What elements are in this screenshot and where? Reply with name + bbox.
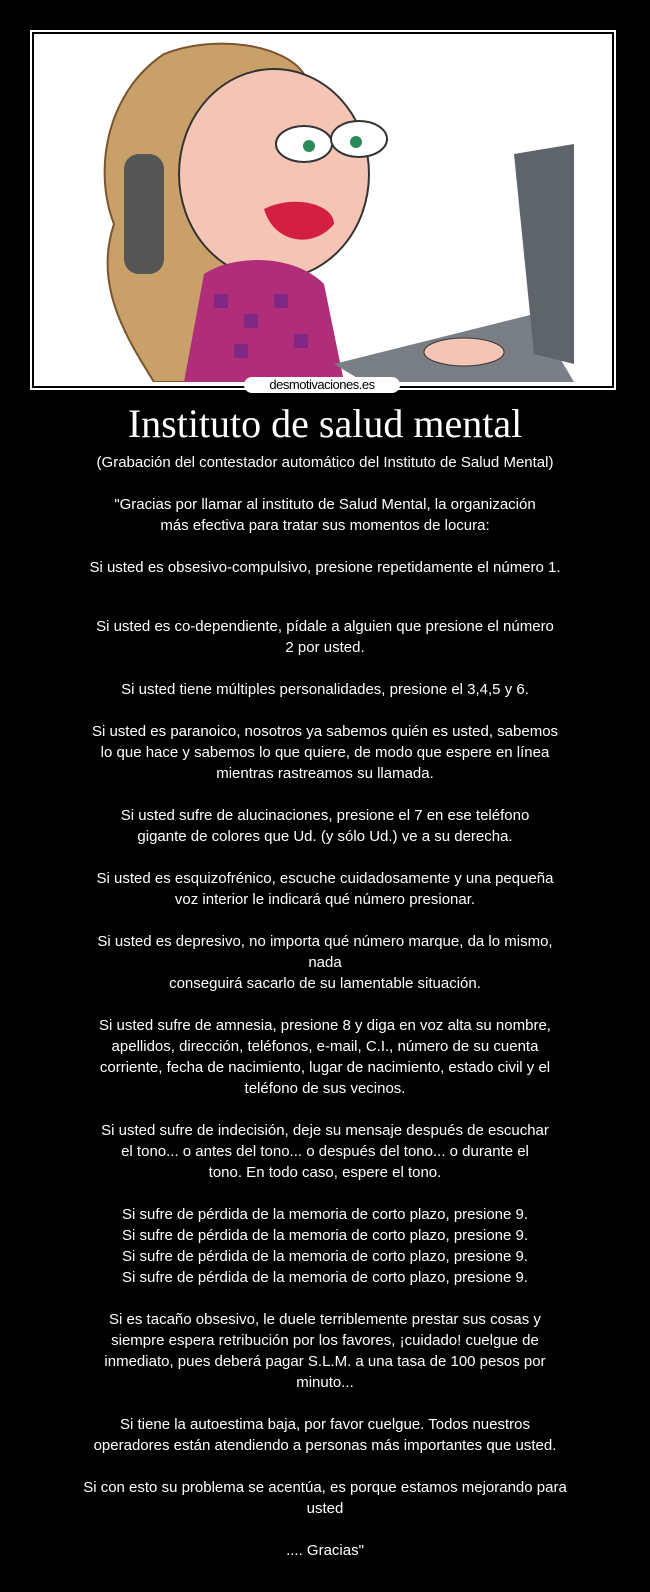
paragraph — [20, 557, 630, 578]
paragraph — [20, 1309, 630, 1393]
text-line: inmediato, pues deberá pagar S.L.M. a una tasa de 100 pesos por — [104, 1353, 546, 1370]
text-line: Si usted tiene múltiples personalidades, presione el 3,4,5 y 6. — [121, 681, 529, 698]
poster-title: Instituto de salud mental — [127, 401, 523, 446]
poster-image-frame — [30, 30, 616, 390]
text-line: el tono... o antes del tono... o después del tono... o durante el — [121, 1143, 529, 1160]
text-line: corriente, fecha de nacimiento, lugar de nacimiento, estado civil y el — [99, 1059, 551, 1076]
text-line: gigante de colores que Ud. (y sólo Ud.) ve a su derecha. — [137, 828, 513, 845]
text-line: Si usted sufre de alucinaciones, presione el 7 en ese teléfono — [120, 807, 530, 824]
cartoon-illustration — [34, 34, 612, 386]
paragraph — [20, 1477, 630, 1519]
text-line: nada — [308, 954, 342, 971]
text-line: minuto... — [296, 1374, 354, 1391]
text-line: usted — [306, 1500, 344, 1517]
text-line: más efectiva para tratar sus momentos de locura: — [160, 517, 490, 534]
text-line: operadores están atendiendo a personas más importantes que usted. — [93, 1437, 557, 1454]
text-line: Si usted sufre de indecisión, deje su mensaje después de escuchar — [101, 1122, 549, 1139]
text-line: "Gracias por llamar al instituto de Salud Mental, la organización — [114, 496, 536, 513]
paragraph — [20, 721, 630, 784]
text-line: Si tiene la autoestima baja, por favor cuelgue. Todos nuestros — [120, 1416, 530, 1433]
paragraph — [20, 805, 630, 847]
paragraph — [20, 494, 630, 536]
text-line: tono. En todo caso, espere el tono. — [208, 1164, 442, 1181]
text-line: apellidos, dirección, teléfonos, e-mail, C.I., número de su cuenta — [111, 1038, 539, 1055]
paragraph — [20, 616, 630, 658]
cartoon-woman-phone-computer — [34, 34, 608, 382]
text-line: siempre espera retribución por los favores, ¡cuidado! cuelgue de — [111, 1332, 539, 1349]
text-line: mientras rastreamos su llamada. — [216, 765, 434, 782]
text-line: Si sufre de pérdida de la memoria de corto plazo, presione 9. — [121, 1227, 529, 1244]
text-line: (Grabación del contestador automático del Instituto de Salud Mental) — [96, 454, 554, 471]
text-line: .... Gracias" — [286, 1542, 364, 1559]
paragraph — [20, 868, 630, 910]
text-line: lo que hace y sabemos lo que quiere, de modo que espere en línea — [100, 744, 550, 761]
paragraph — [20, 452, 630, 473]
text-line: voz interior le indicará qué número presionar. — [174, 891, 476, 908]
text-line: Si con esto su problema se acentúa, es porque estamos mejorando para — [83, 1479, 567, 1496]
paragraph — [20, 1204, 630, 1288]
text-line: Si usted es co-dependiente, pídale a alguien que presione el número — [96, 618, 554, 635]
text-line: Si sufre de pérdida de la memoria de corto plazo, presione 9. — [121, 1248, 529, 1265]
text-line: Si usted es obsesivo-compulsivo, presione repetidamente el número 1. — [89, 559, 561, 576]
text-line: Si es tacaño obsesivo, le duele terriblemente prestar sus cosas y — [109, 1311, 541, 1328]
paragraph — [20, 679, 630, 700]
text-line: Si usted sufre de amnesia, presione 8 y diga en voz alta su nombre, — [99, 1017, 551, 1034]
paragraph — [20, 931, 630, 994]
text-line: 2 por usted. — [285, 639, 365, 656]
text-line: Si usted es esquizofrénico, escuche cuidadosamente y una pequeña — [96, 870, 554, 887]
paragraph — [20, 1540, 630, 1561]
text-line: Si usted es paranoico, nosotros ya sabemos quién es usted, sabemos — [91, 723, 559, 740]
paragraph — [20, 1120, 630, 1183]
paragraph — [20, 1414, 630, 1456]
poster-body-text — [20, 452, 630, 1582]
watermark-logo: desmotivaciones.es — [244, 377, 400, 393]
text-line: Si usted es depresivo, no importa qué número marque, da lo mismo, — [97, 933, 553, 950]
paragraph — [20, 1015, 630, 1099]
text-line: teléfono de sus vecinos. — [244, 1080, 406, 1097]
text-line: conseguirá sacarlo de su lamentable situación. — [169, 975, 481, 992]
text-line: Si sufre de pérdida de la memoria de corto plazo, presione 9. — [121, 1206, 529, 1223]
text-line: Si sufre de pérdida de la memoria de corto plazo, presione 9. — [121, 1269, 529, 1286]
